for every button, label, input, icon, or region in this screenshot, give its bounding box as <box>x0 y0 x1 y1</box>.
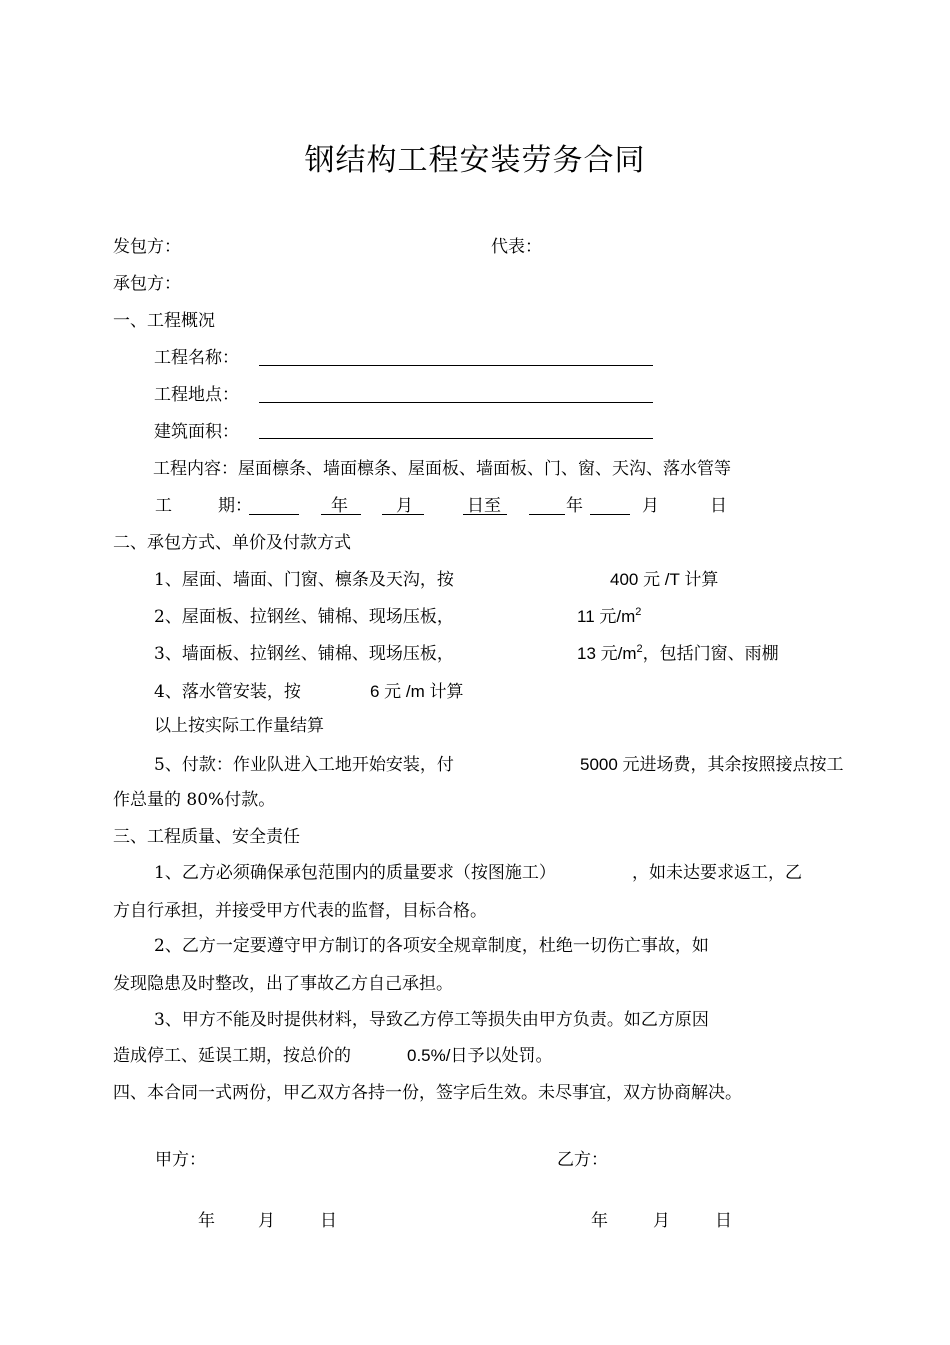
section2-heading: 二、承包方式、单价及付款方式 <box>113 533 351 553</box>
safety-p2-line1: 2、乙方一定要遵守甲方制订的各项安全规章制度，杜绝一切伤亡事故，如 <box>154 936 709 956</box>
item1-price: 400 元 /T 计算 <box>610 570 719 589</box>
representative-label: 代表： <box>491 237 542 257</box>
project-content: 工程内容：屋面檩条、墙面檩条、屋面板、墙面板、门、窗、天沟、落水管等 <box>153 459 731 479</box>
project-name-blank <box>259 365 653 366</box>
start-month-unit: 月 <box>396 496 413 516</box>
quality-p1-line2: 方自行承担，并接受甲方代表的监督，目标合格。 <box>113 901 487 921</box>
project-location-label: 工程地点： <box>154 385 239 405</box>
start-month-blank <box>321 514 361 515</box>
employer-label: 发包方： <box>113 237 181 257</box>
end-month-blank <box>590 514 630 515</box>
item4-text: 4、落水管安装，按 <box>154 682 301 702</box>
settlement-note: 以上按实际工作量结算 <box>154 716 324 736</box>
end-year-blank <box>529 514 565 515</box>
contractor-label: 承包方： <box>113 274 181 294</box>
end-year-unit: 年 <box>566 496 583 516</box>
end-day-underline <box>463 514 507 515</box>
item2-text: 2、屋面板、拉钢丝、铺棉、现场压板， <box>154 607 454 627</box>
penalty-p3-line1: 3、甲方不能及时提供材料，导致乙方停工等损失由甲方负责。如乙方原因 <box>154 1010 709 1030</box>
building-area-label: 建筑面积： <box>154 422 239 442</box>
party-a-year: 年 <box>198 1211 215 1231</box>
penalty-p3-line2-tail: 0.5%/日予以处罚。 <box>407 1046 553 1065</box>
item3-price: 13 元$/m^2$，包括门窗、雨棚 <box>577 643 779 663</box>
start-year-blank <box>249 514 299 515</box>
item5-text: 5、付款：作业队进入工地开始安装，付 <box>154 755 454 775</box>
safety-p2-line2: 发现隐患及时整改，出了事故乙方自己承担。 <box>113 974 453 994</box>
party-a-month: 月 <box>258 1211 275 1231</box>
party-b-year: 年 <box>591 1211 608 1231</box>
party-a-label: 甲方： <box>155 1150 206 1170</box>
start-year-unit: 年 <box>331 496 348 516</box>
item1-text: 1、屋面、墙面、门窗、檩条及天沟，按 <box>154 570 454 590</box>
start-day-blank <box>382 514 424 515</box>
party-b-label: 乙方： <box>557 1150 608 1170</box>
item4-price: 6 元 /m 计算 <box>370 682 464 701</box>
item5-line2: 作总量的 80%付款。 <box>113 790 276 810</box>
page-title: 钢结构工程安装劳务合同 <box>304 143 646 178</box>
building-area-blank <box>259 438 653 439</box>
section3-heading: 三、工程质量、安全责任 <box>113 827 300 847</box>
project-name-label: 工程名称： <box>154 348 239 368</box>
quality-p1-line1: 1、乙方必须确保承包范围内的质量要求（按图施工） <box>154 863 556 883</box>
section4-text: 四、本合同一式两份，甲乙双方各持一份，签字后生效。未尽事宜，双方协商解决。 <box>113 1083 742 1103</box>
end-month-unit: 月 <box>642 496 659 516</box>
item3-text: 3、墙面板、拉钢丝、铺棉、现场压板， <box>154 644 454 664</box>
item5-fee: 5000 元进场费，其余按照接点按工 <box>580 755 844 774</box>
period-label-1: 工 <box>155 496 172 516</box>
party-a-day: 日 <box>320 1211 337 1231</box>
party-b-day: 日 <box>715 1211 732 1231</box>
start-day-to: 日至 <box>467 496 501 516</box>
party-b-month: 月 <box>653 1211 670 1231</box>
section1-heading: 一、工程概况 <box>113 311 215 331</box>
quality-p1-line1-tail: ，如未达要求返工，乙 <box>632 863 802 883</box>
item2-price: 11 元$/m^2$ <box>577 606 642 626</box>
period-label-2: 期： <box>218 496 252 516</box>
end-day-unit: 日 <box>710 496 727 516</box>
project-location-blank <box>259 402 653 403</box>
penalty-p3-line2: 造成停工、延误工期，按总价的 <box>113 1046 351 1066</box>
